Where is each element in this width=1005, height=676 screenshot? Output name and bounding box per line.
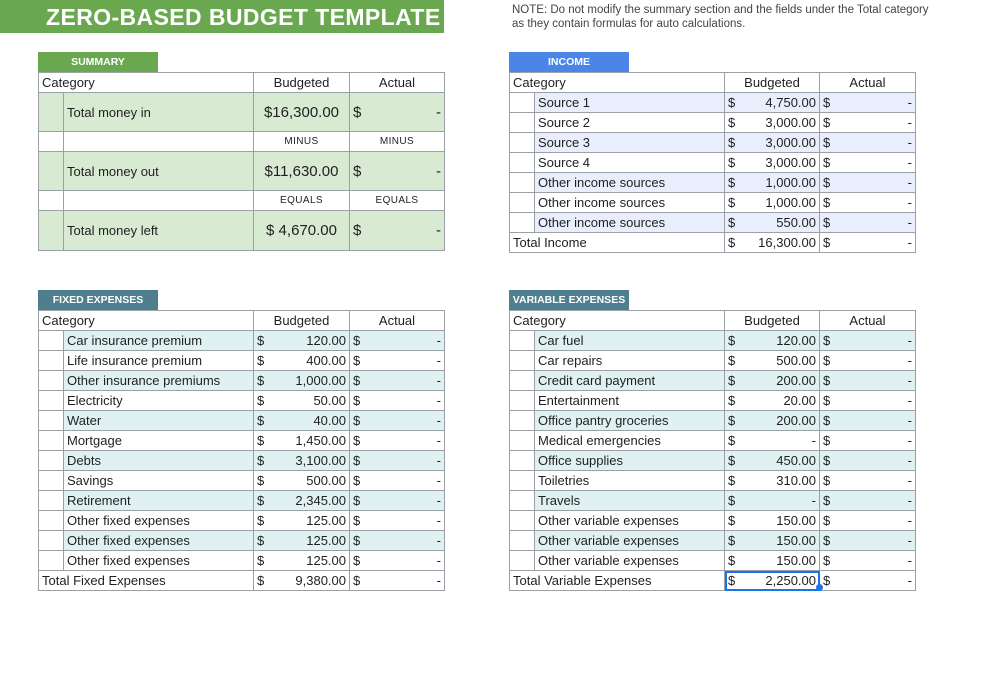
income-category[interactable]: Other income sources (535, 213, 725, 233)
income-col-budgeted[interactable]: Budgeted (725, 73, 820, 93)
fixed-expense-budgeted[interactable]: $ 1,450.00 (254, 431, 350, 451)
variable-expense-row (510, 511, 916, 531)
variable-col-budgeted[interactable]: Budgeted (725, 311, 820, 331)
variable-expense-actual[interactable]: $ - (820, 411, 916, 431)
income-budgeted[interactable]: $ 3,000.00 (725, 113, 820, 133)
variable-expense-actual[interactable]: $ - (820, 491, 916, 511)
fixed-expense-category[interactable]: Debts (64, 451, 254, 471)
income-category[interactable]: Source 3 (535, 133, 725, 153)
variable-expense-actual[interactable]: $ - (820, 391, 916, 411)
variable-expense-row (510, 351, 916, 371)
summary-col-budgeted[interactable]: Budgeted (254, 73, 350, 93)
fixed-expense-total-actual[interactable]: $ - (350, 571, 445, 591)
variable-expense-category[interactable]: Office pantry groceries (535, 411, 725, 431)
fixed-expense-budgeted[interactable]: $ 1,000.00 (254, 371, 350, 391)
fixed-expense-actual[interactable]: $ - (350, 471, 445, 491)
money-in-budgeted[interactable]: $16,300.00 (254, 93, 350, 132)
title-banner (0, 0, 444, 33)
money-in-label[interactable]: Total money in (64, 93, 254, 132)
summary-col-actual[interactable]: Actual (350, 73, 445, 93)
fixed-expense-row (39, 351, 445, 371)
fixed-expense-category[interactable]: Other fixed expenses (64, 551, 254, 571)
income-category[interactable]: Source 2 (535, 113, 725, 133)
income-budgeted[interactable]: $ 1,000.00 (725, 173, 820, 193)
fixed-expense-category[interactable]: Car insurance premium (64, 331, 254, 351)
money-left-budgeted[interactable]: $ 4,670.00 (254, 211, 350, 251)
income-actual[interactable]: $ - (820, 133, 916, 153)
variable-expense-budgeted[interactable]: $ - (725, 431, 820, 451)
minus-label-actual[interactable]: MINUS (350, 132, 445, 152)
income-budgeted[interactable]: $ 3,000.00 (725, 153, 820, 173)
fixed-expense-category[interactable]: Life insurance premium (64, 351, 254, 371)
variable-expense-category[interactable]: Office supplies (535, 451, 725, 471)
variable-expense-category[interactable]: Other variable expenses (535, 551, 725, 571)
fixed-expense-budgeted[interactable]: $ 500.00 (254, 471, 350, 491)
variable-expense-category[interactable]: Credit card payment (535, 371, 725, 391)
variable-expenses-section-label: VARIABLE EXPENSES (509, 290, 629, 310)
fixed-expense-actual[interactable]: $ - (350, 391, 445, 411)
variable-expense-row (510, 431, 916, 451)
fixed-expense-row (39, 551, 445, 571)
variable-expense-budgeted[interactable]: $ 120.00 (725, 331, 820, 351)
income-actual[interactable]: $ - (820, 93, 916, 113)
variable-expense-row (510, 551, 916, 571)
variable-expense-total-actual[interactable]: $ - (820, 571, 916, 591)
fixed-col-actual[interactable]: Actual (350, 311, 445, 331)
minus-label[interactable]: MINUS (254, 132, 350, 152)
income-row (510, 213, 916, 233)
variable-col-actual[interactable]: Actual (820, 311, 916, 331)
summary-money-out-row (39, 152, 445, 191)
income-total-label[interactable]: Total Income (510, 233, 725, 253)
fixed-expense-budgeted[interactable]: $ 125.00 (254, 531, 350, 551)
fixed-header-row (39, 311, 445, 331)
income-col-actual[interactable]: Actual (820, 73, 916, 93)
money-in-actual[interactable]: $ - (350, 93, 445, 132)
variable-expense-budgeted[interactable]: $ 150.00 (725, 531, 820, 551)
variable-expense-category[interactable]: Car repairs (535, 351, 725, 371)
fixed-expense-actual[interactable]: $ - (350, 331, 445, 351)
fixed-expense-actual[interactable]: $ - (350, 371, 445, 391)
fixed-expense-category[interactable]: Savings (64, 471, 254, 491)
money-out-actual[interactable]: $ - (350, 152, 445, 191)
equals-label-actual[interactable]: EQUALS (350, 191, 445, 211)
summary-minus-row (39, 132, 445, 152)
income-row (510, 133, 916, 153)
income-budgeted[interactable]: $ 550.00 (725, 213, 820, 233)
variable-expense-row (510, 471, 916, 491)
fixed-expense-actual[interactable]: $ - (350, 551, 445, 571)
summary-table (38, 72, 445, 251)
variable-expense-category[interactable]: Toiletries (535, 471, 725, 491)
income-row (510, 173, 916, 193)
income-actual[interactable]: $ - (820, 113, 916, 133)
money-left-actual[interactable]: $ - (350, 211, 445, 251)
summary-col-category[interactable]: Category (39, 73, 254, 93)
income-row (510, 193, 916, 213)
fixed-expense-budgeted[interactable]: $ 120.00 (254, 331, 350, 351)
variable-expense-row (510, 451, 916, 471)
income-actual[interactable]: $ - (820, 153, 916, 173)
variable-expense-actual[interactable]: $ - (820, 331, 916, 351)
fixed-expense-row (39, 391, 445, 411)
summary-money-in-row (39, 93, 445, 132)
fixed-expense-category[interactable]: Other fixed expenses (64, 511, 254, 531)
fixed-expenses-section-label: FIXED EXPENSES (38, 290, 158, 310)
variable-expense-category[interactable]: Medical emergencies (535, 431, 725, 451)
fixed-expense-category[interactable]: Water (64, 411, 254, 431)
summary-equals-row (39, 191, 445, 211)
variable-header-row (510, 311, 916, 331)
fixed-expense-row (39, 531, 445, 551)
income-section-label: INCOME (509, 52, 629, 72)
fixed-expense-actual[interactable]: $ - (350, 351, 445, 371)
fixed-expense-row (39, 451, 445, 471)
fixed-col-category[interactable]: Category (39, 311, 254, 331)
fixed-expense-row (39, 431, 445, 451)
income-category[interactable]: Other income sources (535, 173, 725, 193)
income-category[interactable]: Source 4 (535, 153, 725, 173)
income-category[interactable]: Source 1 (535, 93, 725, 113)
variable-expense-category[interactable]: Travels (535, 491, 725, 511)
income-row (510, 153, 916, 173)
income-table (509, 72, 916, 253)
variable-expense-row (510, 371, 916, 391)
variable-expense-row (510, 491, 916, 511)
variable-expense-budgeted[interactable]: $ 150.00 (725, 511, 820, 531)
variable-expense-budgeted[interactable]: $ 450.00 (725, 451, 820, 471)
money-out-budgeted[interactable]: $11,630.00 (254, 152, 350, 191)
fixed-expense-row (39, 511, 445, 531)
fixed-expense-row (39, 471, 445, 491)
fixed-expense-budgeted[interactable]: $ 125.00 (254, 551, 350, 571)
fixed-expense-actual[interactable]: $ - (350, 411, 445, 431)
income-budgeted[interactable]: $ 4,750.00 (725, 93, 820, 113)
variable-expense-budgeted[interactable]: $ - (725, 491, 820, 511)
fixed-col-budgeted[interactable]: Budgeted (254, 311, 350, 331)
fixed-expense-budgeted[interactable]: $ 40.00 (254, 411, 350, 431)
variable-expense-actual[interactable]: $ - (820, 431, 916, 451)
variable-expense-budgeted[interactable]: $ 500.00 (725, 351, 820, 371)
selection-fill-handle[interactable] (816, 584, 823, 591)
fixed-expense-category[interactable]: Other fixed expenses (64, 531, 254, 551)
fixed-expense-category[interactable]: Retirement (64, 491, 254, 511)
income-total-budgeted[interactable]: $ 16,300.00 (725, 233, 820, 253)
fixed-expense-budgeted[interactable]: $ 125.00 (254, 511, 350, 531)
income-budgeted[interactable]: $ 1,000.00 (725, 193, 820, 213)
equals-label[interactable]: EQUALS (254, 191, 350, 211)
fixed-expense-actual[interactable]: $ - (350, 491, 445, 511)
income-col-category[interactable]: Category (510, 73, 725, 93)
variable-expense-row (510, 411, 916, 431)
fixed-expense-total-label[interactable]: Total Fixed Expenses (39, 571, 254, 591)
fixed-expenses-table (38, 310, 445, 591)
fixed-expense-actual[interactable]: $ - (350, 531, 445, 551)
income-header-row (510, 73, 916, 93)
variable-expense-row (510, 531, 916, 551)
money-out-label[interactable]: Total money out (64, 152, 254, 191)
fixed-expense-budgeted[interactable]: $ 50.00 (254, 391, 350, 411)
income-actual[interactable]: $ - (820, 193, 916, 213)
income-category[interactable]: Other income sources (535, 193, 725, 213)
variable-expense-row (510, 391, 916, 411)
fixed-expense-row (39, 411, 445, 431)
variable-expense-category[interactable]: Other variable expenses (535, 531, 725, 551)
variable-expense-category[interactable]: Entertainment (535, 391, 725, 411)
income-actual[interactable]: $ - (820, 213, 916, 233)
income-total-row (510, 233, 916, 253)
money-left-label[interactable]: Total money left (64, 211, 254, 251)
variable-expense-budgeted[interactable]: $ 20.00 (725, 391, 820, 411)
variable-expense-budgeted[interactable]: $ 310.00 (725, 471, 820, 491)
fixed-expense-actual[interactable]: $ - (350, 431, 445, 451)
fixed-expense-total-budgeted[interactable]: $ 9,380.00 (254, 571, 350, 591)
fixed-expense-category[interactable]: Other insurance premiums (64, 371, 254, 391)
fixed-expense-total-row (39, 571, 445, 591)
income-row (510, 113, 916, 133)
fixed-expense-row (39, 491, 445, 511)
variable-expense-total-budgeted[interactable]: $ 2,250.00 (725, 571, 820, 591)
variable-expense-actual[interactable]: $ - (820, 371, 916, 391)
fixed-expense-row (39, 331, 445, 351)
fixed-expense-budgeted[interactable]: $ 2,345.00 (254, 491, 350, 511)
summary-money-left-row (39, 211, 445, 251)
variable-expense-actual[interactable]: $ - (820, 511, 916, 531)
income-actual[interactable]: $ - (820, 173, 916, 193)
variable-expense-actual[interactable]: $ - (820, 531, 916, 551)
variable-expense-category[interactable]: Other variable expenses (535, 511, 725, 531)
variable-expense-total-label[interactable]: Total Variable Expenses (510, 571, 725, 591)
summary-header-row (39, 73, 445, 93)
fixed-expense-row (39, 371, 445, 391)
variable-expense-actual[interactable]: $ - (820, 471, 916, 491)
income-total-actual[interactable]: $ - (820, 233, 916, 253)
fixed-expense-budgeted[interactable]: $ 400.00 (254, 351, 350, 371)
variable-expense-category[interactable]: Car fuel (535, 331, 725, 351)
variable-expenses-table (509, 310, 916, 591)
fixed-expense-actual[interactable]: $ - (350, 451, 445, 471)
variable-expense-total-row (510, 571, 916, 591)
variable-expense-actual[interactable]: $ - (820, 451, 916, 471)
fixed-expense-category[interactable]: Mortgage (64, 431, 254, 451)
income-budgeted[interactable]: $ 3,000.00 (725, 133, 820, 153)
fixed-expense-budgeted[interactable]: $ 3,100.00 (254, 451, 350, 471)
fixed-expense-category[interactable]: Electricity (64, 391, 254, 411)
variable-expense-actual[interactable]: $ - (820, 551, 916, 571)
summary-section-label: SUMMARY (38, 52, 158, 72)
variable-expense-row (510, 331, 916, 351)
variable-expense-budgeted[interactable]: $ 200.00 (725, 411, 820, 431)
variable-expense-budgeted[interactable]: $ 200.00 (725, 371, 820, 391)
income-row (510, 93, 916, 113)
variable-expense-budgeted[interactable]: $ 150.00 (725, 551, 820, 571)
fixed-expense-actual[interactable]: $ - (350, 511, 445, 531)
variable-expense-actual[interactable]: $ - (820, 351, 916, 371)
note-text: NOTE: Do not modify the summary section and the fields under the Total category as they contain formulas for auto calculations. (512, 4, 929, 30)
page-title: ZERO-BASED BUDGET TEMPLATE (46, 4, 441, 30)
variable-col-category[interactable]: Category (510, 311, 725, 331)
